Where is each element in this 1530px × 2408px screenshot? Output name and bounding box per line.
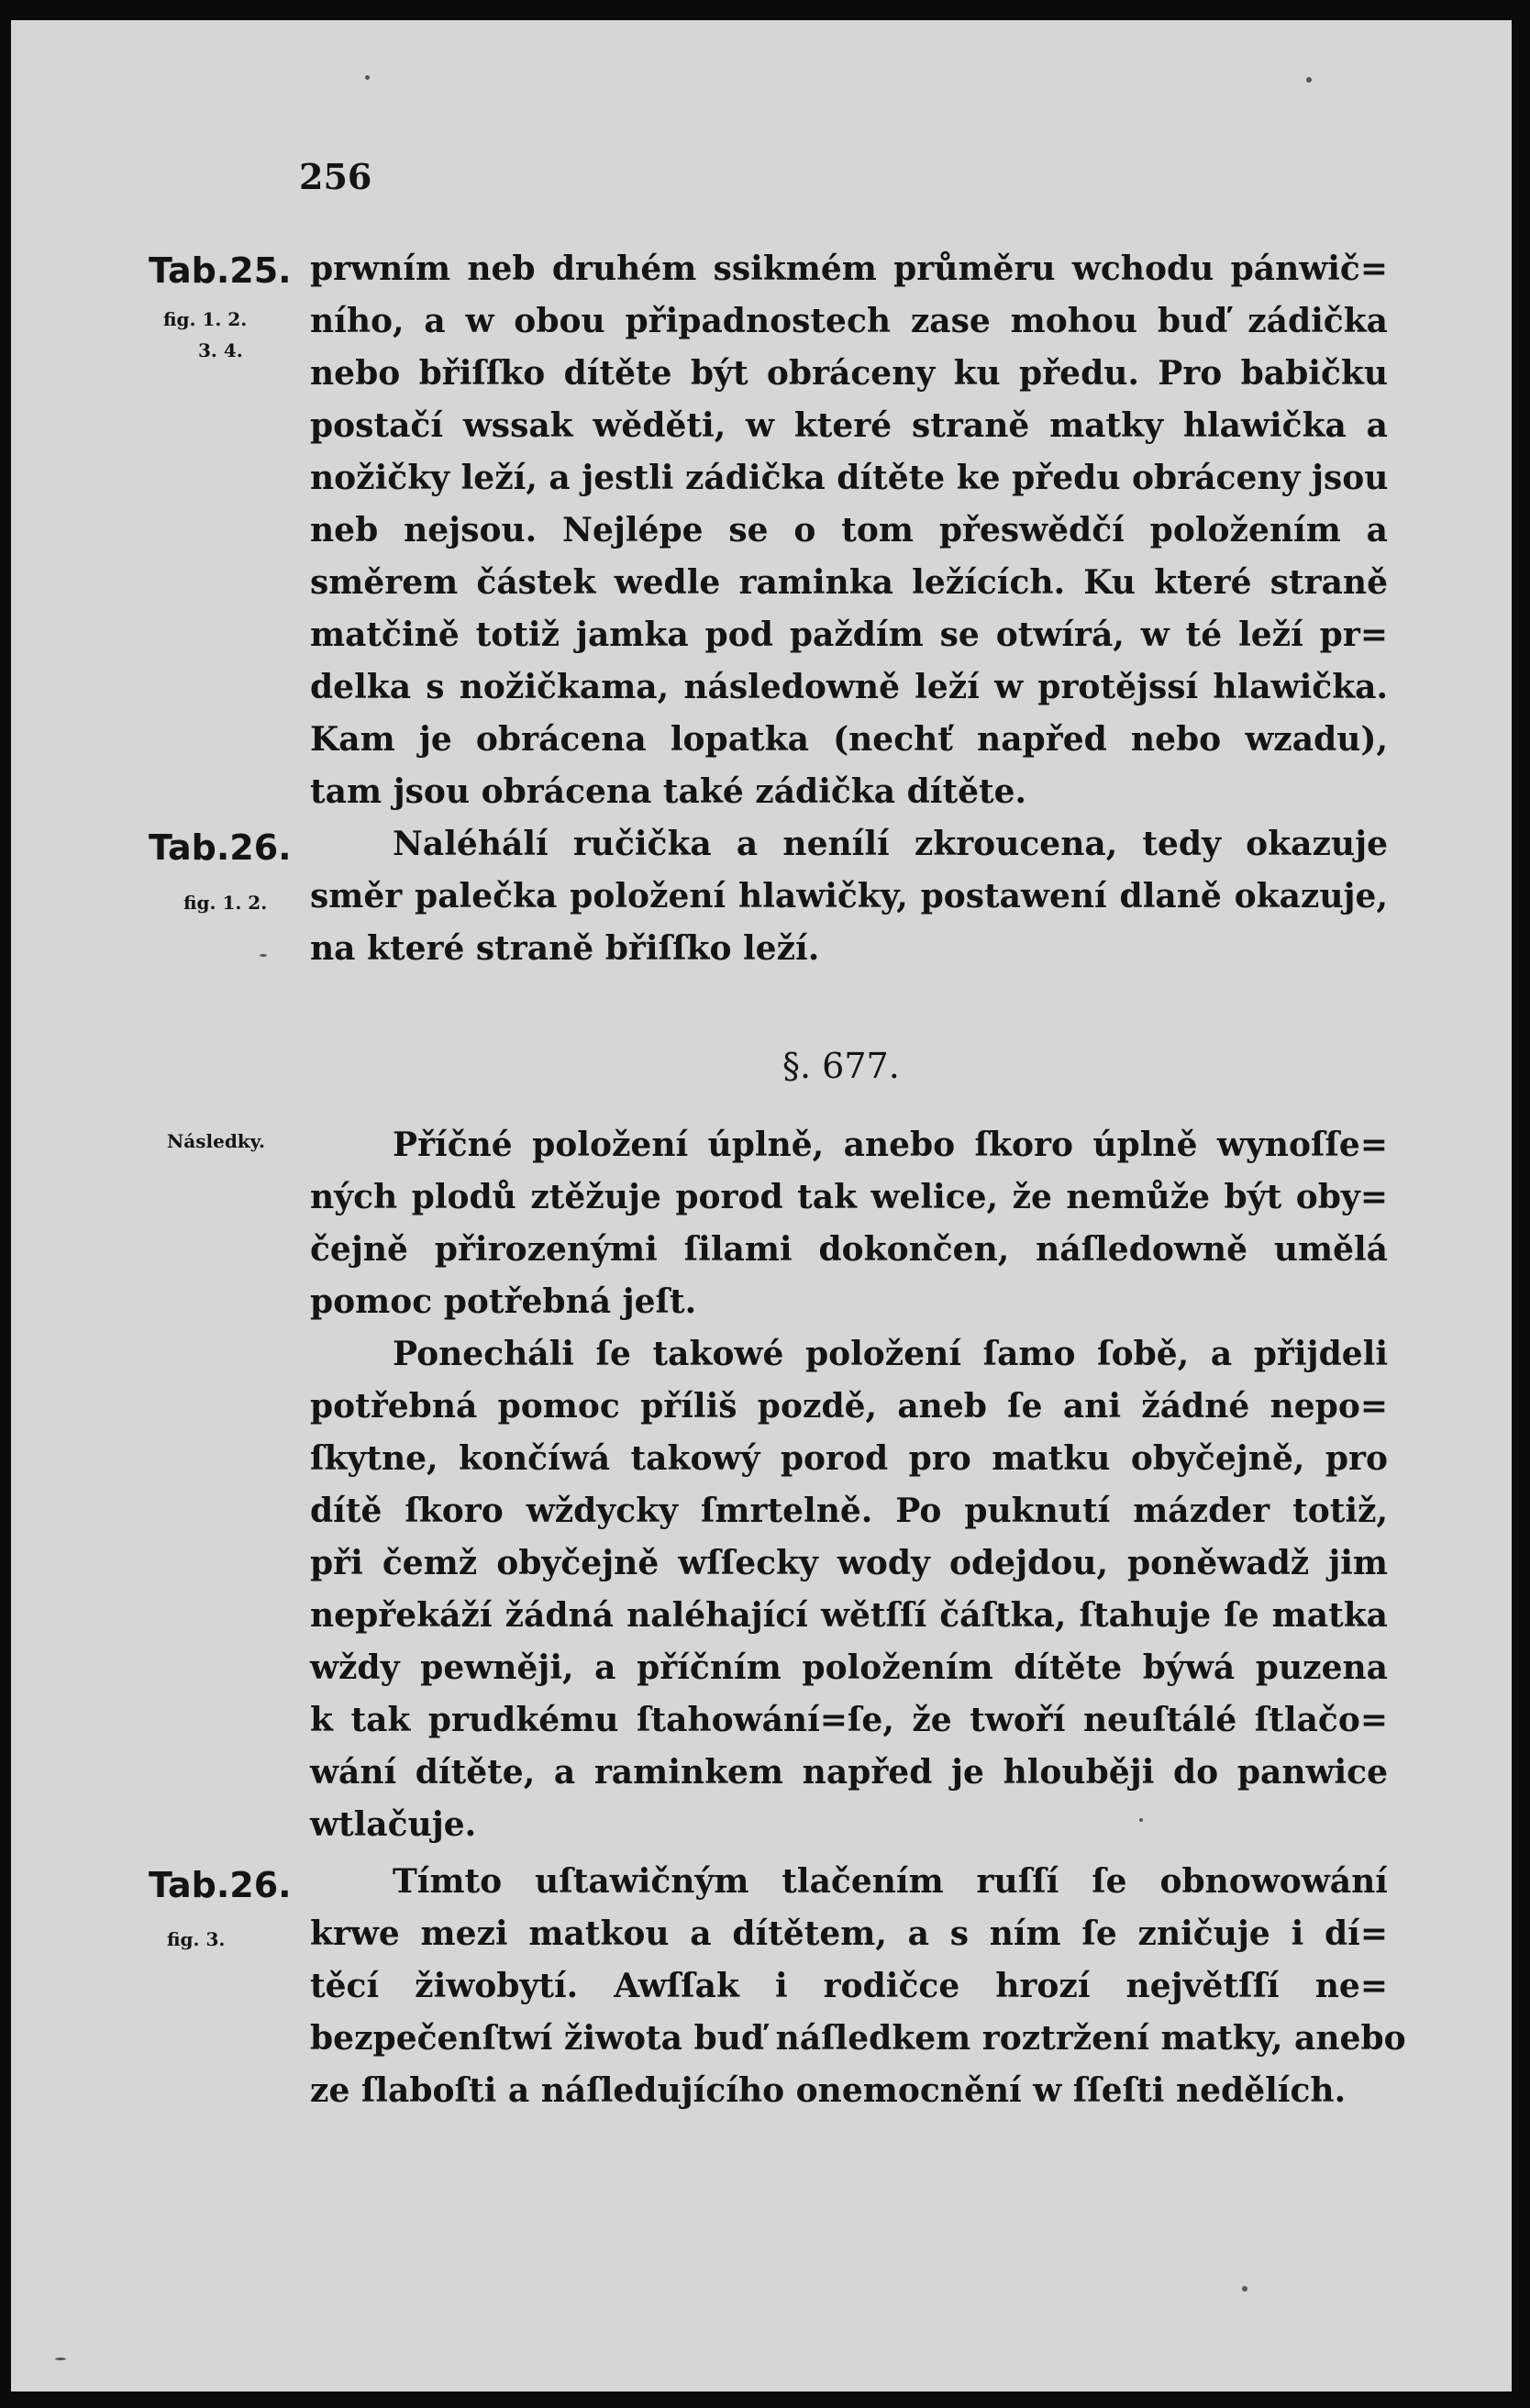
text-line: neb nejsou. Nejlépe se o tom přeswědčí položením a xyxy=(310,511,1388,549)
text-line: prwním neb druhém ssikmém průměru wchodu pánwič= xyxy=(310,250,1388,288)
scan-speck xyxy=(1306,77,1312,83)
text-line: ných plodů ztěžuje porod tak welice, že nemůže být oby= xyxy=(310,1178,1388,1216)
text-line: bezpečenſtwí žiwota buď náſledkem roztržení matky, anebo xyxy=(310,2019,1406,2058)
margin-tab-26b: Tab.26. xyxy=(149,1865,292,1905)
text-line: nepřekáží žádná naléhající wětſſí čáſtka, ſtahuje ſe matka xyxy=(310,1596,1388,1635)
margin-fig-26a: fig. 1. 2. xyxy=(183,892,268,914)
text-line: delka s nožičkama, následowně leží w protějssí hlawička. xyxy=(310,668,1388,706)
text-line: tam jsou obrácena také zádička dítěte. xyxy=(310,772,1027,811)
margin-nasledky: Následky. xyxy=(167,1130,265,1152)
text-line: Tímto uſtawičným tlačením ruſſí ſe obnowowání xyxy=(393,1862,1388,1901)
section-heading: §. 677. xyxy=(782,1046,900,1086)
margin-fig-26b: fig. 3. xyxy=(167,1928,226,1950)
scan-speck xyxy=(1139,1818,1143,1822)
text-line: ního, a w obou připadnostech zase mohou buď zádička xyxy=(310,302,1388,340)
text-line: wždy pewněji, a příčním položením dítěte býwá puzena xyxy=(310,1648,1388,1687)
text-line: dítě ſkoro wždycky ſmrtelně. Po puknutí mázder totiž, xyxy=(310,1492,1388,1530)
text-line: potřebná pomoc příliš pozdě, aneb ſe ani žádné nepo= xyxy=(310,1387,1388,1426)
page-number: 256 xyxy=(299,156,372,197)
text-line: čejně přirozenými ſilami dokončen, náſledowně umělá xyxy=(310,1230,1388,1269)
margin-fig-25a: fig. 1. 2. xyxy=(163,308,248,330)
text-line: postačí wssak wěděti, w které straně matky hlawička a xyxy=(310,406,1388,445)
text-line: ze ſlaboſti a náſledujícího onemocnění w ſſeſti nedělích. xyxy=(310,2071,1347,2110)
text-line: pomoc potřebná jeſt. xyxy=(310,1282,697,1321)
text-line: k tak prudkému ſtahowání=ſe, že twoří neuſtálé ſtlačo= xyxy=(310,1701,1388,1739)
margin-tab-25: Tab.25. xyxy=(149,250,292,291)
text-line: na které straně břiſſko leží. xyxy=(310,929,820,968)
text-line: matčině totiž jamka pod paždím se otwírá, w té leží pr= xyxy=(310,616,1388,654)
text-line: při čemž obyčejně wſſecky wody odejdou, poněwadž jim xyxy=(310,1544,1388,1582)
text-line: Příčné položení úplně, anebo ſkoro úplně wynoſſe= xyxy=(393,1126,1388,1164)
text-line: Kam je obrácena lopatka (nechť napřed nebo wzadu), xyxy=(310,720,1388,759)
text-line: krwe mezi matkou a dítětem, a s ním ſe zničuje i dí= xyxy=(310,1914,1388,1953)
text-line: Ponecháli ſe takowé položení ſamo ſobě, a přijdeli xyxy=(393,1335,1388,1373)
text-line: Naléhálí ručička a nenílí zkroucena, tedy okazuje xyxy=(393,825,1388,863)
scan-speck xyxy=(1242,2286,1247,2291)
scan-speck xyxy=(55,2358,66,2360)
text-line: nožičky leží, a jestli zádička dítěte ke předu obráceny jsou xyxy=(310,459,1389,497)
margin-fig-25b: 3. 4. xyxy=(198,339,243,361)
text-line: ſkytne, končíwá takowý porod pro matku obyčejně, pro xyxy=(310,1439,1388,1478)
margin-tab-26a: Tab.26. xyxy=(149,827,292,868)
text-line: nebo břiſſko dítěte být obráceny ku předu. Pro babičku xyxy=(310,354,1388,393)
scan-speck xyxy=(260,954,267,957)
text-line: směr palečka položení hlawičky, postawení dlaně okazuje, xyxy=(310,877,1388,915)
text-line: wání dítěte, a raminkem napřed je hlouběji do panwice xyxy=(310,1753,1388,1792)
text-line: wtlačuje. xyxy=(310,1805,477,1844)
scan-speck xyxy=(365,75,370,80)
text-line: směrem částek wedle raminka ležících. Ku které straně xyxy=(310,563,1388,602)
text-line: těcí žiwobytí. Awſſak i rodičce hrozí největſſí ne= xyxy=(310,1967,1388,2005)
